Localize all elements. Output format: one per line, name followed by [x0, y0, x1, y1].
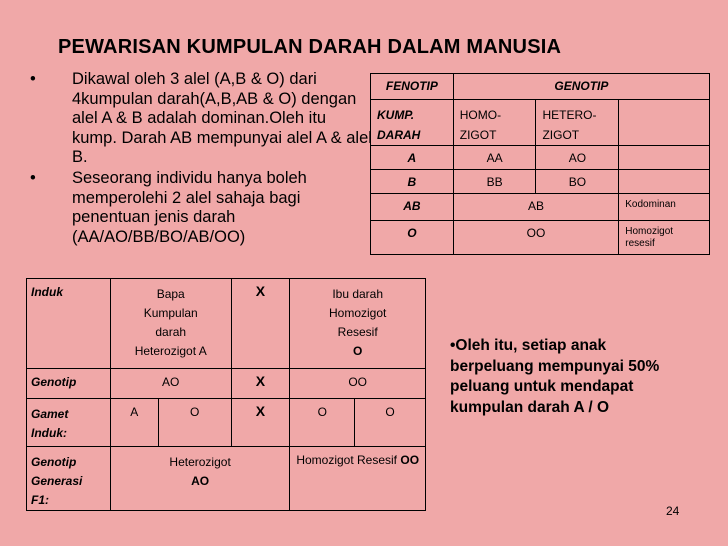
cross-mark: X	[231, 399, 290, 447]
conclusion-note: •Oleh itu, setiap anak berpeluang mempunyai 50% peluang untuk mendapat kumpulan darah A / O	[450, 337, 660, 416]
empty-cell	[619, 100, 710, 146]
header-genotip: GENOTIP	[453, 74, 709, 100]
induk-label: Induk	[27, 279, 111, 369]
cross-mark: X	[231, 369, 290, 399]
gamet-cell: O	[158, 399, 231, 447]
f1-label: Genotip Generasi F1:	[27, 447, 111, 511]
header-heterozigot: HETERO- ZIGOT	[536, 100, 619, 146]
bullet-item	[30, 70, 375, 168]
header-kump-darah: KUMP. DARAH	[371, 100, 454, 146]
cross-mark: X	[231, 279, 290, 369]
bapa-cell: Bapa Kumpulan darah Heterozigot A	[110, 279, 231, 369]
gamet-label: Gamet Induk:	[27, 399, 111, 447]
bullet-list	[30, 70, 375, 248]
bullet-dot: •	[30, 168, 36, 187]
genotype-table	[370, 73, 710, 255]
gamet-cell: O	[355, 399, 426, 447]
cross-table	[26, 278, 426, 511]
genotip-label: Genotip	[27, 369, 111, 399]
f1-homozigot: Homozigot Resesif OO	[290, 447, 426, 511]
gamet-cell: O	[290, 399, 355, 447]
table-row: Genotip AO X OO	[27, 369, 426, 399]
gamet-cell: A	[110, 399, 158, 447]
table-row	[27, 399, 426, 447]
table-row	[27, 279, 426, 369]
page-number: 24	[666, 504, 680, 518]
table-row: B BB BO	[371, 170, 710, 194]
table-row	[27, 447, 426, 511]
header-fenotip: FENOTIP	[371, 74, 454, 100]
table-row: O OO Homozigot resesif	[371, 221, 710, 255]
table-row: A AA AO	[371, 146, 710, 170]
header-homozigot: HOMO- ZIGOT	[453, 100, 536, 146]
ibu-cell: Ibu darah Homozigot Resesif O	[290, 279, 426, 369]
f1-heterozigot: Heterozigot AO	[110, 447, 289, 511]
bullet-text: Dikawal oleh 3 alel (A,B & O) dari 4kumpulan darah(A,B,AB & O) dengan alel A & B adalah dominan.Oleh itu kump. Darah AB mempunyai alel A & alel B.	[72, 70, 372, 167]
slide-title: PEWARISAN KUMPULAN DARAH DALAM MANUSIA	[58, 36, 562, 58]
bullet-dot: •	[30, 70, 36, 88]
table-row: AB AB Kodominan	[371, 194, 710, 221]
bullet-text: Seseorang individu hanya boleh memperolehi 2 alel sahaja bagi penentuan jenis darah (AA/AO/BB/BO/AB/OO)	[72, 168, 307, 246]
bullet-item	[30, 169, 375, 247]
